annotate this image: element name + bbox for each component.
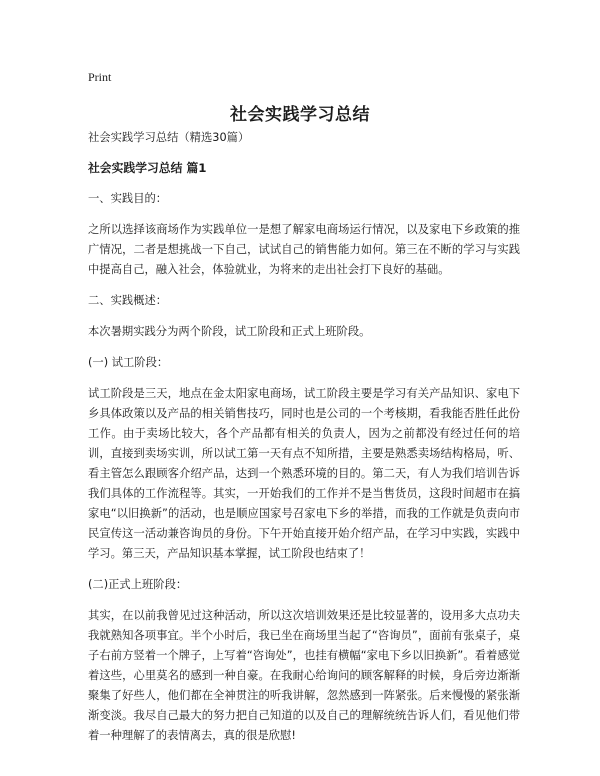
paragraph-trial-stage: 试工阶段是三天，地点在金太阳家电商场，试工阶段主要是学习有关产品知识、家电下乡具体政策以及产品的相关销售技巧，同时也是公司的一个考核期，看我能否胜任此份工作。由于卖场比较大，各个产品都有相关的负责人，因为之前都没有经过任何的培训，直接到卖场实训，所以试工第一天有点不知所措，主要是熟悉卖场结构格局，听、看主管怎么跟顾客介绍产品，达到一个熟悉环境的目的。第二天，有人为我们培训告诉我们具体的工作流程等。其实，一开始我们的工作并不是当售货员，这段时间超市在搞家电“以旧换新”的活动，也是顺应国家号召家电下乡的举措，而我的工作就是负责向市民宣传这一活动兼咨询员的身份。下午开始直接开始介绍产品，在学习中实践，实践中学习。第三天，产品知识基本掌握，试工阶段也结束了！ (88, 387, 520, 560)
document-body (88, 128, 520, 757)
paragraph-formal-stage: 其实，在以前我曾见过这种活动，所以这次培训效果还是比较显著的，设用多大点功夫我就熟知各项事宜。半个小时后，我已坐在商场里当起了“咨询员”，面前有张桌子，桌子右前方竖着一个牌子，上写着“咨询处”，也挂有横幅“家电下乡以旧换新”。看着感觉着这些，心里莫名的感到一种自豪。在我耐心给询问的顾客解释的时候，身后旁边渐渐聚集了好些人，他们都在全神贯注的听我讲解，忽然感到一阵紧张。后来慢慢的紧张渐渐变淡。我尽自己最大的努力把自己知道的以及自己的理解统统告诉人们，看见他们带着一种理解了的表情离去，真的很是欣慰! (88, 609, 520, 742)
heading-formal-stage: (二)正式上班阶段： (88, 578, 188, 591)
print-link[interactable]: Print (88, 70, 112, 84)
heading-overview: 二、实践概述： (88, 294, 168, 307)
paragraph-overview: 本次暑期实践分为两个阶段，试工阶段和正式上班阶段。 (88, 325, 371, 338)
heading-trial-stage: (一) 试工阶段： (88, 356, 169, 369)
document-subtitle: 社会实践学习总结（精选30篇） (88, 131, 250, 144)
heading-purpose: 一、实践目的： (88, 192, 168, 205)
paragraph-purpose: 之所以选择该商场作为实践单位一是想了解家电商场运行情况，以及家电下乡政策的推广情况，二者是想挑战一下自己，试试自己的销售能力如何。第三在不断的学习与实践中提高自己，融入社会，体验就业，为将来的走出社会打下良好的基础。 (88, 223, 520, 276)
document-title: 社会实践学习总结 (230, 105, 370, 125)
section-title: 社会实践学习总结 篇1 (88, 161, 207, 175)
